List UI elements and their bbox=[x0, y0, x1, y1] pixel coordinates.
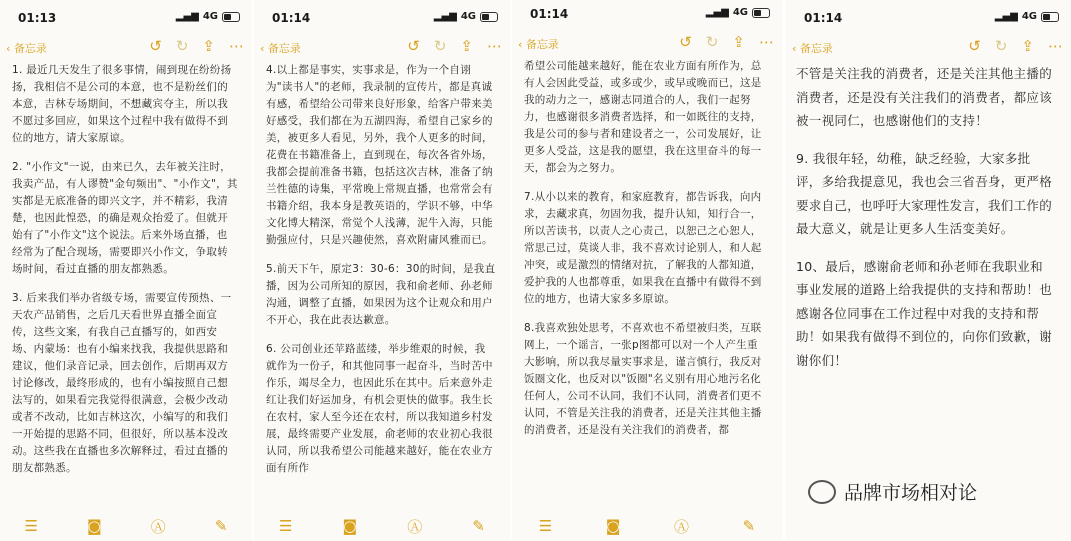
battery-icon bbox=[1041, 12, 1059, 22]
share-icon[interactable]: ⇪ bbox=[460, 37, 473, 55]
screenshot-panel-2 bbox=[254, 0, 510, 541]
signal-icon: ▂▄▆ bbox=[705, 7, 729, 18]
watermark bbox=[808, 478, 977, 505]
more-icon[interactable]: ⋯ bbox=[759, 33, 774, 51]
notes-navbar bbox=[512, 32, 782, 58]
undo-icon[interactable]: ↺ bbox=[968, 37, 981, 55]
checklist-icon[interactable]: ☰ bbox=[24, 517, 38, 535]
screenshot-panel-3 bbox=[512, 0, 782, 541]
note-paragraph: 8.我喜欢独处思考，不喜欢也不希望被归类，互联网上，一个谣言，一张p图都可以对一个人产生重大影响，所以我尽量实事求是，谨言慎行，我反对饭圈文化，也反对以"饭圈"名义别有用心地污名化任何人，公司不认同，我们不认同，消费者们更不认同，不管是关注我的消费者，还是关注其他主播的消费者，还是没有关注我们的消费者，都 bbox=[524, 322, 762, 436]
camera-icon[interactable]: ◙ bbox=[605, 517, 621, 535]
pen-icon[interactable]: Ⓐ bbox=[674, 517, 690, 536]
screenshot-panel-1 bbox=[0, 0, 252, 541]
status-bar bbox=[786, 0, 1071, 36]
status-bar bbox=[0, 0, 252, 36]
checklist-icon[interactable]: ☰ bbox=[279, 517, 293, 535]
note-paragraph: 4.以上都是事实，实事求是，作为一个自诩为"读书人"的老师，我录制的宣传片，都是真诚有感，希望给公司带来良好形象，给客户带来美好感受，我们都在为五湖四海，希望自己家乡的美，被更多人看见，另外，我个人更多的时间，花费在书籍准备上，直到现在，每次各省外场，我都会提前准备书籍，包括这次吉林，准备了纳兰性德的诗集，平常晚上常规直播，也常常会有书籍介绍，我本身是教英语的，学识不够，中华文化博大精深，常觉个人浅薄，泥牛入海，只能勤强应付，只是兴趣使然，喜欢附庸风雅而已。 bbox=[266, 64, 493, 246]
share-icon[interactable]: ⇪ bbox=[1021, 37, 1034, 55]
share-icon[interactable]: ⇪ bbox=[732, 33, 745, 51]
status-bar bbox=[512, 0, 782, 32]
note-paragraph: 3. 后来我们举办省级专场，需要宣传预热、一天农产品销售，之后几天看世界直播全面宣传，这些文案，有我自己直播写的，如西安场、内蒙场：也有小编来找我，我提供思路和建议，他们录音记录，回去创作，后期再双方讨论修改，最终形成的，也有小编按照自己想法写的，如果看完我觉得很满意，会极少改动或者不改动，比如吉林这次，小编写的和我们一开始提的思路不同，但很好，所以基本没改动。这些我在直播也多次解释过，看过直播的朋友都熟悉。 bbox=[12, 292, 232, 474]
redo-icon[interactable]: ↻ bbox=[175, 37, 189, 55]
notes-navbar bbox=[254, 36, 510, 62]
bottom-toolbar bbox=[512, 511, 782, 541]
status-time: 01:14 bbox=[804, 11, 843, 25]
status-bar bbox=[254, 0, 510, 36]
back-label: 备忘录 bbox=[525, 38, 559, 51]
status-indicators bbox=[706, 7, 770, 18]
status-indicators bbox=[434, 11, 498, 22]
redo-icon[interactable]: ↻ bbox=[994, 37, 1008, 55]
screenshot-panel-4 bbox=[786, 0, 1071, 541]
back-label: 备忘录 bbox=[13, 42, 47, 55]
note-paragraph: 10、最后，感谢俞老师和孙老师在我职业和事业发展的道路上给我提供的支持和帮助！也感谢各位同事在工作过程中对我的支持和帮助！如果我有做得不到位的，向你们致歉，谢谢你们！ bbox=[796, 258, 1053, 368]
battery-icon bbox=[222, 12, 240, 22]
checklist-icon[interactable]: ☰ bbox=[538, 517, 553, 535]
notes-navbar bbox=[0, 36, 252, 62]
redo-icon[interactable]: ↻ bbox=[705, 33, 719, 51]
note-paragraph: 希望公司能越来越好，能在农业方面有所作为，总有人会因此受益，或多或少，或早或晚而已，这是我的动力之一，感谢志同道合的人，我们一起努力，也感谢很多消费者选择，和一如既往的支持，我是公司的参与者和建设者之一，公司发展好，让更多人受益，这是我的愿望，我在这里奋斗的每一天，都会为之努力。 bbox=[524, 60, 762, 174]
back-label: 备忘录 bbox=[267, 42, 301, 55]
compose-icon[interactable]: ✎ bbox=[472, 517, 485, 535]
signal-icon: ▂▄▆ bbox=[994, 11, 1018, 22]
pen-icon[interactable]: Ⓐ bbox=[150, 517, 166, 536]
note-body[interactable] bbox=[786, 62, 1071, 372]
network-type: 4G bbox=[460, 11, 476, 22]
undo-icon[interactable]: ↺ bbox=[149, 37, 162, 55]
note-paragraph: 5.前天下午，原定3：30-6：30的时间，是我直播，因为公司所知的原因，我和俞老师、孙老师沟通，调整了直播，如果因为这个让观众和用户不开心，我在此表达歉意。 bbox=[266, 263, 496, 326]
network-type: 4G bbox=[732, 7, 748, 18]
status-indicators bbox=[995, 11, 1059, 22]
signal-icon: ▂▄▆ bbox=[433, 11, 457, 22]
note-body[interactable] bbox=[512, 58, 782, 439]
battery-icon bbox=[480, 12, 498, 22]
wechat-icon bbox=[808, 480, 836, 504]
camera-icon[interactable]: ◙ bbox=[87, 517, 102, 535]
back-button[interactable]: ‹ 备忘录 bbox=[6, 42, 47, 55]
back-button[interactable]: ‹ 备忘录 bbox=[260, 42, 301, 55]
note-paragraph: 6. 公司创业还苹路蓝缕，举步维艰的时候，我就作为一份子，和其他同事一起奋斗，当时苦中作乐，竭尽全力，也因此乐在其中。后来意外走红让我们好运加身，有机会更快的做事。我生长在农村，家人至今还在农村，所以我知道乡村发展，最终需要产业发展，俞老师的农业初心我很认同，所以我希望公司能越来越好，能在农业方面有所作 bbox=[266, 343, 493, 474]
note-paragraph: 1. 最近几天发生了很多事情，闹到现在纷纷扬扬，我相信不是公司的本意，也不是粉丝们的本意，吉林专场期间，不想藏宾夺主，所以我不愿过多回应，如果这个过程中我有做得不到位的地方，请大家原谅。 bbox=[12, 64, 232, 144]
back-button[interactable]: ‹ 备忘录 bbox=[518, 38, 559, 51]
note-paragraph: 7.从小以来的教育，和家庭教育，都告诉我，向内求，去藏求真，勿固勿我，提升认知，知行合一，所以苦读书，以责人之心责己，以恕己之心恕人，常思己过，莫谈人非，我不喜欢讨论别人，和人起冲突，或是激烈的情绪对抗，了解我的人都知道，爱护我的人也都尊重，如果我在直播中有做得不到位的地方，也请大家多多原谅。 bbox=[524, 191, 762, 305]
share-icon[interactable]: ⇪ bbox=[202, 37, 215, 55]
status-time: 01:14 bbox=[530, 7, 569, 21]
more-icon[interactable]: ⋯ bbox=[229, 37, 244, 55]
note-paragraph: 2. "小作文"一说，由来已久，去年被关注时，我卖产品，有人谬赞"金句频出"、"小作文"，其实都是无底准备的即兴文字，并不精彩，我清楚，也因此惶恐，的确是观众抬爱了。但就开始有了"小作文"这个说法。后来外场直播，也经常为了配合现场，需要即兴小作文，争取转场时间，看过直播的朋友都熟悉。 bbox=[12, 161, 238, 275]
compose-icon[interactable]: ✎ bbox=[214, 517, 228, 535]
watermark-text: 品牌市场相对论 bbox=[844, 482, 978, 504]
camera-icon[interactable]: ◙ bbox=[342, 517, 358, 535]
redo-icon[interactable]: ↻ bbox=[433, 37, 447, 55]
more-icon[interactable]: ⋯ bbox=[487, 37, 502, 55]
bottom-toolbar bbox=[0, 511, 252, 541]
undo-icon[interactable]: ↺ bbox=[679, 33, 692, 51]
status-indicators bbox=[176, 11, 240, 22]
note-paragraph: 9. 我很年轻，幼稚，缺乏经验，大家多批评，多给我提意见，我也会三省吾身，更严格要求自己，也呼吁大家理性发言，我们工作的最大意义，就是让更多人生活变美好。 bbox=[796, 150, 1053, 236]
bottom-toolbar bbox=[254, 511, 510, 541]
network-type: 4G bbox=[202, 11, 218, 22]
signal-icon: ▂▄▆ bbox=[175, 11, 199, 22]
note-paragraph: 不管是关注我的消费者，还是关注其他主播的消费者，还是没有关注我们的消费者，都应该被一视同仁，也感谢他们的支持！ bbox=[796, 66, 1053, 128]
note-body[interactable] bbox=[254, 62, 510, 477]
battery-icon bbox=[752, 8, 770, 18]
notes-navbar bbox=[786, 36, 1071, 62]
status-time: 01:14 bbox=[272, 11, 311, 25]
undo-icon[interactable]: ↺ bbox=[407, 37, 420, 55]
pen-icon[interactable]: Ⓐ bbox=[407, 517, 423, 536]
status-time: 01:13 bbox=[18, 11, 57, 25]
more-icon[interactable]: ⋯ bbox=[1048, 37, 1063, 55]
note-body[interactable] bbox=[0, 62, 252, 477]
back-label: 备忘录 bbox=[799, 42, 833, 55]
compose-icon[interactable]: ✎ bbox=[742, 517, 756, 535]
back-button[interactable]: ‹ 备忘录 bbox=[792, 42, 833, 55]
network-type: 4G bbox=[1021, 11, 1037, 22]
